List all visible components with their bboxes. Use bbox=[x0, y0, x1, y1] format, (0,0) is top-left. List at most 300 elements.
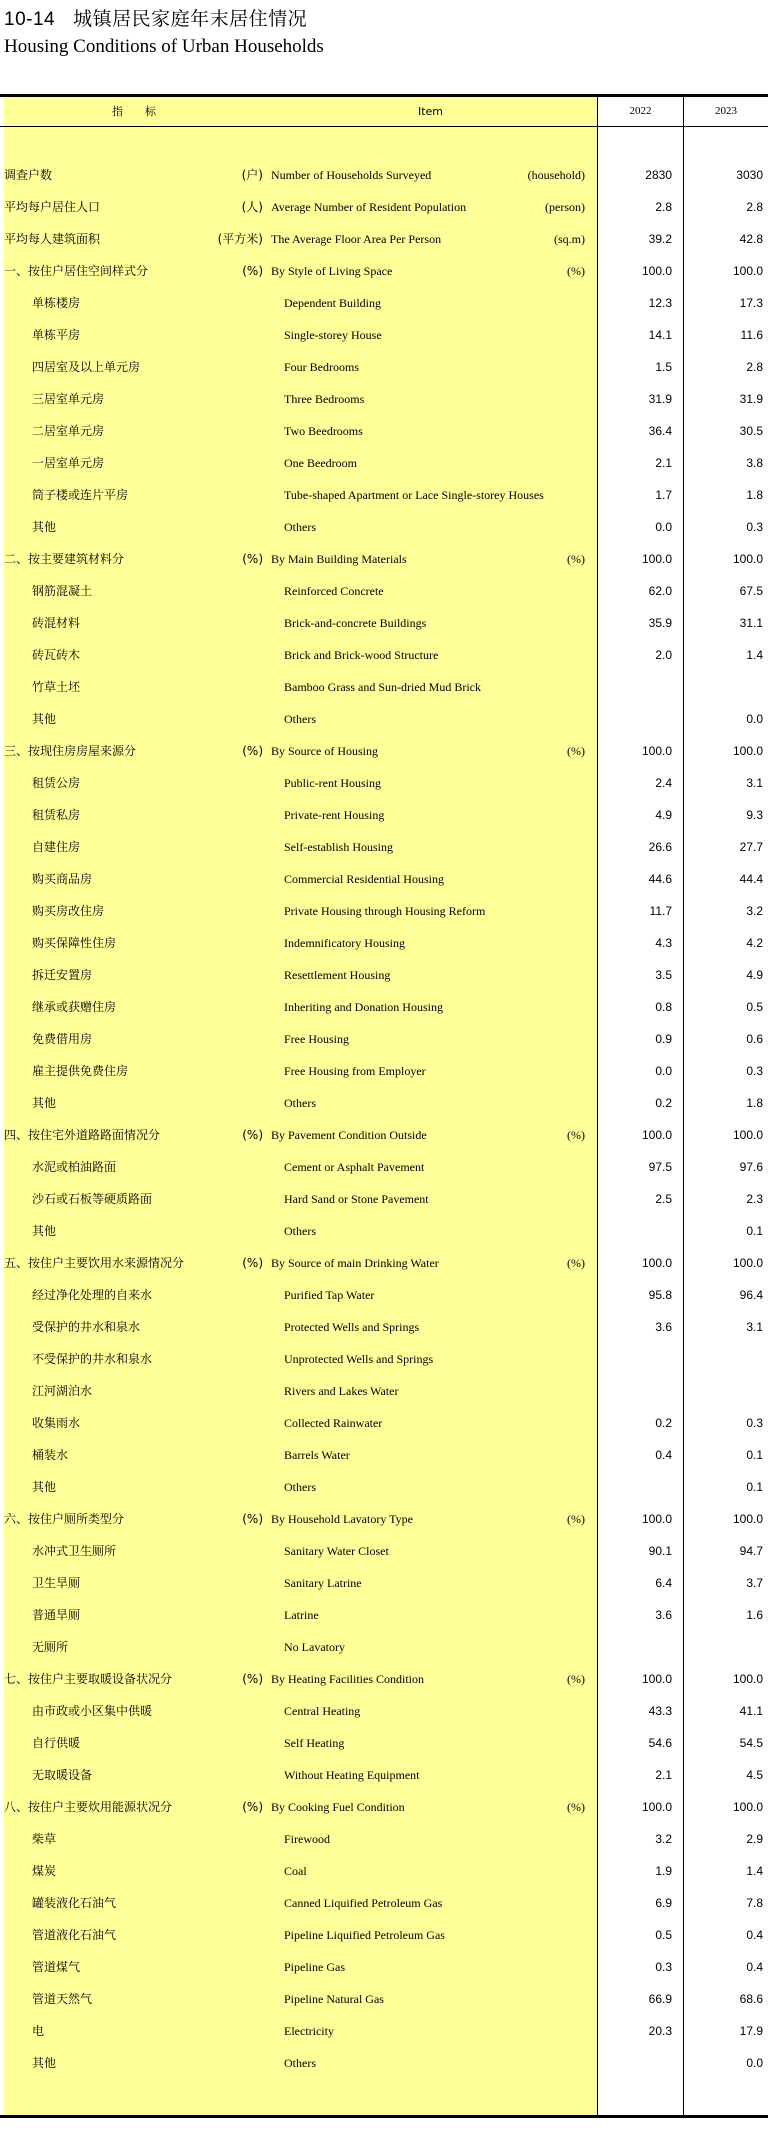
item-en: By Source of main Drinking Water bbox=[271, 1256, 439, 1270]
item-en: Two Beedrooms bbox=[284, 424, 363, 438]
item-en: Three Bedrooms bbox=[284, 392, 365, 406]
table-row bbox=[0, 287, 768, 319]
indicator-cn: 砖混材料 bbox=[32, 616, 81, 630]
value-2022: 66.9 bbox=[648, 1992, 672, 2006]
value-2023: 100.0 bbox=[732, 1256, 763, 1270]
item-en: Self-establish Housing bbox=[284, 840, 393, 854]
indicator-cn: 其他 bbox=[32, 520, 57, 534]
item-en: No Lavatory bbox=[284, 1640, 345, 1654]
value-2022: 26.6 bbox=[648, 840, 672, 854]
indicator-cn: 其他 bbox=[32, 1096, 57, 1110]
item-en: Pipeline Liquified Petroleum Gas bbox=[284, 1928, 445, 1942]
value-2022: 100.0 bbox=[641, 264, 672, 278]
indicator-cn: 购买商品房 bbox=[32, 872, 93, 886]
value-2022: 95.8 bbox=[648, 1288, 672, 1302]
value-2023: 27.7 bbox=[739, 840, 763, 854]
indicator-cn: 免费借用房 bbox=[32, 1032, 93, 1046]
item-en: Tube-shaped Apartment or Lace Single-storey Houses bbox=[284, 488, 544, 502]
table-row bbox=[0, 671, 768, 703]
unit-cn: (%) bbox=[242, 1256, 263, 1270]
indicator-cn: 平均每户居住人口 bbox=[4, 200, 101, 214]
value-2022: 0.0 bbox=[655, 520, 672, 534]
value-2022: 100.0 bbox=[641, 744, 672, 758]
item-en: Private-rent Housing bbox=[284, 808, 385, 822]
value-2023: 1.6 bbox=[746, 1608, 763, 1622]
indicator-cn: 四、按住宅外道路路面情况分 bbox=[4, 1128, 161, 1142]
indicator-cn: 由市政或小区集中供暖 bbox=[32, 1704, 153, 1718]
value-2022: 4.9 bbox=[655, 808, 672, 822]
indicator-cn: 沙石或石板等硬质路面 bbox=[32, 1192, 153, 1206]
value-2023: 30.5 bbox=[739, 424, 763, 438]
item-en: Public-rent Housing bbox=[284, 776, 381, 790]
indicator-cn: 七、按住户主要取暖设备状况分 bbox=[4, 1672, 173, 1686]
table-row bbox=[0, 1439, 768, 1471]
table-row bbox=[0, 1567, 768, 1599]
item-en: By Heating Facilities Condition bbox=[271, 1672, 424, 1686]
indicator-cn: 管道液化石油气 bbox=[32, 1928, 117, 1942]
indicator-cn: 四居室及以上单元房 bbox=[32, 360, 141, 374]
table-row bbox=[0, 1247, 768, 1279]
table-row bbox=[0, 1023, 768, 1055]
item-en: Reinforced Concrete bbox=[284, 584, 384, 598]
value-2023: 31.9 bbox=[739, 392, 763, 406]
value-2023: 3.1 bbox=[746, 776, 763, 790]
indicator-cn: 管道煤气 bbox=[32, 1960, 81, 1974]
value-2022: 2.1 bbox=[655, 1768, 672, 1782]
indicator-cn: 拆迁安置房 bbox=[32, 968, 93, 982]
value-2022: 0.2 bbox=[655, 1416, 672, 1430]
unit-cn: (户) bbox=[241, 168, 263, 182]
item-en: Inheriting and Donation Housing bbox=[284, 1000, 443, 1014]
item-en: Others bbox=[284, 1224, 316, 1238]
indicator-cn: 水泥或柏油路面 bbox=[32, 1160, 117, 1174]
indicator-cn: 水冲式卫生厕所 bbox=[32, 1544, 117, 1558]
value-2023: 2.3 bbox=[746, 1192, 763, 1206]
value-2023: 100.0 bbox=[732, 1512, 763, 1526]
item-en: Brick and Brick-wood Structure bbox=[284, 648, 439, 662]
unit-en: (%) bbox=[567, 1672, 585, 1686]
value-2023: 9.3 bbox=[746, 808, 763, 822]
header-year-2023: 2023 bbox=[715, 105, 737, 117]
indicator-cn: 经过净化处理的自来水 bbox=[32, 1288, 153, 1302]
item-en: Coal bbox=[284, 1864, 307, 1878]
header-indicator: 指 标 bbox=[112, 105, 156, 118]
indicator-cn: 收集雨水 bbox=[32, 1416, 81, 1430]
value-2022: 6.9 bbox=[655, 1896, 672, 1910]
value-2023: 1.4 bbox=[746, 1864, 763, 1878]
value-2023: 100.0 bbox=[732, 1128, 763, 1142]
value-2022: 11.7 bbox=[649, 904, 672, 918]
item-en: One Beedroom bbox=[284, 456, 357, 470]
item-en: Dependent Building bbox=[284, 296, 381, 310]
table-row bbox=[0, 1471, 768, 1503]
value-2022: 31.9 bbox=[648, 392, 672, 406]
unit-en: (%) bbox=[567, 264, 585, 278]
value-2022: 0.8 bbox=[655, 1000, 672, 1014]
table-row bbox=[0, 639, 768, 671]
value-2022: 54.6 bbox=[648, 1736, 672, 1750]
item-en: Indemnificatory Housing bbox=[284, 936, 405, 950]
value-2022: 43.3 bbox=[648, 1704, 672, 1718]
value-2023: 3.8 bbox=[746, 456, 763, 470]
table-row bbox=[0, 1823, 768, 1855]
value-2022: 2.4 bbox=[655, 776, 672, 790]
value-2022: 2830 bbox=[645, 168, 672, 182]
indicator-cn: 三、按现住房房屋来源分 bbox=[4, 744, 137, 758]
value-2022: 2.0 bbox=[655, 648, 672, 662]
item-en: Average Number of Resident Population bbox=[271, 200, 467, 214]
value-2023: 0.4 bbox=[746, 1960, 763, 1974]
header-separator bbox=[0, 126, 768, 127]
value-2022: 100.0 bbox=[641, 552, 672, 566]
value-2022: 0.0 bbox=[655, 1064, 672, 1078]
value-2023: 0.1 bbox=[746, 1448, 763, 1462]
indicator-cn: 自建住房 bbox=[32, 840, 81, 854]
value-2022: 4.3 bbox=[655, 936, 672, 950]
table-row bbox=[0, 1695, 768, 1727]
item-en: By Household Lavatory Type bbox=[271, 1512, 413, 1526]
value-2023: 1.8 bbox=[746, 488, 763, 502]
unit-en: (%) bbox=[567, 1256, 585, 1270]
table-row bbox=[0, 1535, 768, 1567]
table-row bbox=[0, 831, 768, 863]
value-2022: 0.4 bbox=[655, 1448, 672, 1462]
table-row bbox=[0, 607, 768, 639]
item-en: Rivers and Lakes Water bbox=[284, 1384, 399, 1398]
item-en: By Pavement Condition Outside bbox=[271, 1128, 427, 1142]
indicator-cn: 五、按住户主要饮用水来源情况分 bbox=[4, 1256, 185, 1270]
item-en: Barrels Water bbox=[284, 1448, 350, 1462]
table-row bbox=[0, 1279, 768, 1311]
indicator-cn: 砖瓦砖木 bbox=[32, 648, 81, 662]
indicator-cn: 二、按主要建筑材料分 bbox=[4, 552, 125, 566]
value-2023: 11.6 bbox=[740, 328, 763, 342]
table-row bbox=[0, 1375, 768, 1407]
unit-cn: (%) bbox=[242, 1512, 263, 1526]
value-2022: 0.3 bbox=[655, 1960, 672, 1974]
unit-cn: (平方米) bbox=[217, 232, 263, 246]
indicator-cn: 租赁私房 bbox=[32, 808, 81, 822]
table-row bbox=[0, 2015, 768, 2047]
value-2023: 3.7 bbox=[746, 1576, 763, 1590]
table-row bbox=[0, 735, 768, 767]
item-en: The Average Floor Area Per Person bbox=[271, 232, 442, 246]
item-en: Purified Tap Water bbox=[284, 1288, 375, 1302]
value-2022: 90.1 bbox=[648, 1544, 672, 1558]
item-en: Pipeline Gas bbox=[284, 1960, 345, 1974]
indicator-cn: 单栋楼房 bbox=[32, 296, 81, 310]
item-en: By Source of Housing bbox=[271, 744, 378, 758]
item-en: Number of Households Surveyed bbox=[271, 168, 432, 182]
table-title-en: Housing Conditions of Urban Households bbox=[4, 36, 324, 57]
table-row bbox=[0, 383, 768, 415]
unit-cn: (%) bbox=[242, 552, 263, 566]
table-row bbox=[0, 255, 768, 287]
indicator-cn: 其他 bbox=[32, 1224, 57, 1238]
item-en: Canned Liquified Petroleum Gas bbox=[284, 1896, 443, 1910]
value-2022: 97.5 bbox=[648, 1160, 672, 1174]
unit-en: (%) bbox=[567, 1800, 585, 1814]
indicator-cn: 其他 bbox=[32, 712, 57, 726]
indicator-cn: 柴草 bbox=[32, 1832, 57, 1846]
table-row bbox=[0, 703, 768, 735]
table-row bbox=[0, 1855, 768, 1887]
value-2022: 100.0 bbox=[641, 1512, 672, 1526]
item-en: Others bbox=[284, 1096, 316, 1110]
value-2022: 6.4 bbox=[655, 1576, 672, 1590]
header-year-2022: 2022 bbox=[629, 105, 652, 117]
value-2023: 97.6 bbox=[739, 1160, 763, 1174]
item-en: By Style of Living Space bbox=[271, 264, 393, 278]
indicator-cn: 雇主提供免费住房 bbox=[32, 1064, 129, 1078]
unit-en: (%) bbox=[567, 744, 585, 758]
value-2023: 42.8 bbox=[739, 232, 763, 246]
header-item: Item bbox=[417, 105, 444, 118]
indicator-cn: 罐装液化石油气 bbox=[32, 1896, 117, 1910]
indicator-cn: 无取暖设备 bbox=[32, 1768, 93, 1782]
value-2023: 96.4 bbox=[739, 1288, 763, 1302]
item-en: Free Housing from Employer bbox=[284, 1064, 426, 1078]
item-en: Electricity bbox=[284, 2024, 334, 2038]
table-row bbox=[0, 1983, 768, 2015]
table-row bbox=[0, 1599, 768, 1631]
table-title-cn-text: 城镇居民家庭年末居住情况 bbox=[73, 8, 308, 30]
value-2022: 3.5 bbox=[655, 968, 672, 982]
table-row bbox=[0, 1951, 768, 1983]
value-2023: 100.0 bbox=[732, 264, 763, 278]
item-en: Others bbox=[284, 2056, 316, 2070]
value-2023: 54.5 bbox=[739, 1736, 763, 1750]
indicator-cn: 受保护的井水和泉水 bbox=[32, 1320, 141, 1334]
value-2023: 1.8 bbox=[746, 1096, 763, 1110]
table-row bbox=[0, 223, 768, 255]
value-2022: 62.0 bbox=[648, 584, 672, 598]
table-number: 10-14 bbox=[4, 9, 56, 30]
value-2022: 2.1 bbox=[655, 456, 672, 470]
item-en: Unprotected Wells and Springs bbox=[284, 1352, 434, 1366]
value-2022: 3.6 bbox=[655, 1608, 672, 1622]
value-2022: 100.0 bbox=[641, 1256, 672, 1270]
value-2023: 4.5 bbox=[746, 1768, 763, 1782]
value-2023: 4.2 bbox=[746, 936, 763, 950]
indicator-cn: 其他 bbox=[32, 2056, 57, 2070]
value-2023: 0.3 bbox=[746, 1064, 763, 1078]
value-2022: 1.9 bbox=[655, 1864, 672, 1878]
item-en: Firewood bbox=[284, 1832, 330, 1846]
value-2023: 17.9 bbox=[739, 2024, 763, 2038]
table-row bbox=[0, 1919, 768, 1951]
unit-cn: (%) bbox=[242, 1672, 263, 1686]
value-2023: 0.0 bbox=[746, 712, 763, 726]
value-2022: 100.0 bbox=[641, 1672, 672, 1686]
table-row bbox=[0, 415, 768, 447]
table-row bbox=[0, 447, 768, 479]
value-2022: 44.6 bbox=[648, 872, 672, 886]
value-2022: 14.1 bbox=[648, 328, 672, 342]
value-2023: 3.2 bbox=[746, 904, 763, 918]
unit-en: (person) bbox=[545, 200, 585, 214]
value-2023: 1.4 bbox=[746, 648, 763, 662]
table-row bbox=[0, 895, 768, 927]
value-2023: 0.4 bbox=[746, 1928, 763, 1942]
indicator-cn: 六、按住户厕所类型分 bbox=[4, 1512, 125, 1526]
indicator-cn: 购买房改住房 bbox=[32, 904, 105, 918]
table-row bbox=[0, 159, 768, 191]
unit-cn: (%) bbox=[242, 1128, 263, 1142]
value-2022: 2.5 bbox=[655, 1192, 672, 1206]
indicator-cn: 筒子楼或连片平房 bbox=[32, 488, 129, 502]
item-en: Private Housing through Housing Reform bbox=[284, 904, 486, 918]
value-2023: 0.0 bbox=[746, 2056, 763, 2070]
item-en: Free Housing bbox=[284, 1032, 349, 1046]
item-en: By Main Building Materials bbox=[271, 552, 407, 566]
value-2023: 0.3 bbox=[746, 1416, 763, 1430]
unit-cn: (%) bbox=[242, 264, 263, 278]
indicator-cn: 八、按住户主要炊用能源状况分 bbox=[4, 1800, 173, 1814]
table-row bbox=[0, 1119, 768, 1151]
indicator-cn: 继承或获赠住房 bbox=[32, 1000, 117, 1014]
value-2022: 20.3 bbox=[648, 2024, 672, 2038]
value-2023: 3030 bbox=[736, 168, 763, 182]
indicator-cn: 不受保护的井水和泉水 bbox=[32, 1352, 153, 1366]
value-2023: 31.1 bbox=[739, 616, 763, 630]
unit-cn: (人) bbox=[241, 200, 263, 214]
value-2022: 35.9 bbox=[648, 616, 672, 630]
value-2022: 100.0 bbox=[641, 1800, 672, 1814]
value-2022: 2.8 bbox=[655, 200, 672, 214]
value-2022: 0.2 bbox=[655, 1096, 672, 1110]
value-2022: 100.0 bbox=[641, 1128, 672, 1142]
indicator-cn: 二居室单元房 bbox=[32, 424, 105, 438]
item-en: Others bbox=[284, 712, 316, 726]
table-bottom-rule bbox=[0, 2115, 768, 2118]
value-2023: 0.1 bbox=[746, 1224, 763, 1238]
value-2023: 41.1 bbox=[739, 1704, 763, 1718]
value-2022: 36.4 bbox=[648, 424, 672, 438]
table-row bbox=[0, 767, 768, 799]
indicator-cn: 钢筋混凝土 bbox=[32, 584, 93, 598]
indicator-cn: 一、按住户居住空间样式分 bbox=[4, 264, 149, 278]
table-row bbox=[0, 543, 768, 575]
indicator-cn: 三居室单元房 bbox=[32, 392, 105, 406]
value-2022: 12.3 bbox=[648, 296, 672, 310]
value-2023: 0.3 bbox=[746, 520, 763, 534]
value-2022: 1.5 bbox=[655, 360, 672, 374]
indicator-cn: 单栋平房 bbox=[32, 328, 81, 342]
table-row bbox=[0, 1503, 768, 1535]
indicator-cn: 煤炭 bbox=[32, 1864, 57, 1878]
indicator-cn: 调查户数 bbox=[4, 168, 53, 182]
unit-en: (household) bbox=[527, 168, 585, 182]
indicator-cn: 购买保障性住房 bbox=[32, 936, 117, 950]
table-row bbox=[0, 863, 768, 895]
indicator-cn: 平均每人建筑面积 bbox=[4, 232, 101, 246]
table-row bbox=[0, 1055, 768, 1087]
table-row bbox=[0, 1887, 768, 1919]
table-row bbox=[0, 1791, 768, 1823]
value-2023: 0.5 bbox=[746, 1000, 763, 1014]
value-2022: 0.5 bbox=[655, 1928, 672, 1942]
indicator-cn: 管道天然气 bbox=[32, 1992, 93, 2006]
value-2023: 100.0 bbox=[732, 744, 763, 758]
item-en: Resettlement Housing bbox=[284, 968, 391, 982]
table-row bbox=[0, 191, 768, 223]
indicator-cn: 租赁公房 bbox=[32, 776, 81, 790]
table-row bbox=[0, 1727, 768, 1759]
indicator-cn: 一居室单元房 bbox=[32, 456, 105, 470]
value-2023: 44.4 bbox=[739, 872, 763, 886]
table-row bbox=[0, 319, 768, 351]
item-en: Hard Sand or Stone Pavement bbox=[284, 1192, 429, 1206]
value-2022: 3.2 bbox=[655, 1832, 672, 1846]
item-en: Central Heating bbox=[284, 1704, 361, 1718]
value-2023: 17.3 bbox=[739, 296, 763, 310]
item-en: Cement or Asphalt Pavement bbox=[284, 1160, 425, 1174]
value-2022: 3.6 bbox=[655, 1320, 672, 1334]
unit-en: (sq.m) bbox=[554, 232, 585, 246]
value-2023: 2.8 bbox=[746, 360, 763, 374]
value-2022: 39.2 bbox=[648, 232, 672, 246]
indicator-cn: 江河湖泊水 bbox=[32, 1384, 93, 1398]
table-row bbox=[0, 1759, 768, 1791]
unit-en: (%) bbox=[567, 1512, 585, 1526]
item-en: Brick-and-concrete Buildings bbox=[284, 616, 427, 630]
value-2023: 100.0 bbox=[732, 552, 763, 566]
indicator-cn: 自行供暖 bbox=[32, 1736, 81, 1750]
item-en: Without Heating Equipment bbox=[284, 1768, 420, 1782]
value-2022: 0.9 bbox=[655, 1032, 672, 1046]
indicator-cn: 卫生旱厕 bbox=[32, 1576, 81, 1590]
table-row bbox=[0, 1311, 768, 1343]
table-row bbox=[0, 1183, 768, 1215]
unit-en: (%) bbox=[567, 552, 585, 566]
value-2023: 3.1 bbox=[746, 1320, 763, 1334]
table-row bbox=[0, 1343, 768, 1375]
value-2023: 68.6 bbox=[739, 1992, 763, 2006]
table-row bbox=[0, 991, 768, 1023]
table-row bbox=[0, 927, 768, 959]
item-en: Others bbox=[284, 520, 316, 534]
item-en: Four Bedrooms bbox=[284, 360, 359, 374]
indicator-cn: 无厕所 bbox=[32, 1640, 69, 1654]
indicator-cn: 桶装水 bbox=[32, 1448, 69, 1462]
value-2023: 0.1 bbox=[746, 1480, 763, 1494]
table-row bbox=[0, 511, 768, 543]
unit-cn: (%) bbox=[242, 1800, 263, 1814]
item-en: Sanitary Latrine bbox=[284, 1576, 362, 1590]
item-en: Sanitary Water Closet bbox=[284, 1544, 389, 1558]
value-2022: 1.7 bbox=[655, 488, 672, 502]
indicator-cn: 其他 bbox=[32, 1480, 57, 1494]
table-row bbox=[0, 575, 768, 607]
table-row bbox=[0, 479, 768, 511]
item-en: Collected Rainwater bbox=[284, 1416, 383, 1430]
item-en: Others bbox=[284, 1480, 316, 1494]
table-row bbox=[0, 1151, 768, 1183]
unit-cn: (%) bbox=[242, 744, 263, 758]
item-en: Self Heating bbox=[284, 1736, 345, 1750]
table-row bbox=[0, 799, 768, 831]
table-title-cn bbox=[4, 4, 307, 31]
item-en: Bamboo Grass and Sun-dried Mud Brick bbox=[284, 680, 481, 694]
indicator-cn: 普通旱厕 bbox=[32, 1608, 81, 1622]
value-2023: 67.5 bbox=[739, 584, 763, 598]
item-en: Latrine bbox=[284, 1608, 319, 1622]
table-row bbox=[0, 2047, 768, 2079]
item-en: Single-storey House bbox=[284, 328, 382, 342]
item-en: Pipeline Natural Gas bbox=[284, 1992, 384, 2006]
table-row bbox=[0, 959, 768, 991]
